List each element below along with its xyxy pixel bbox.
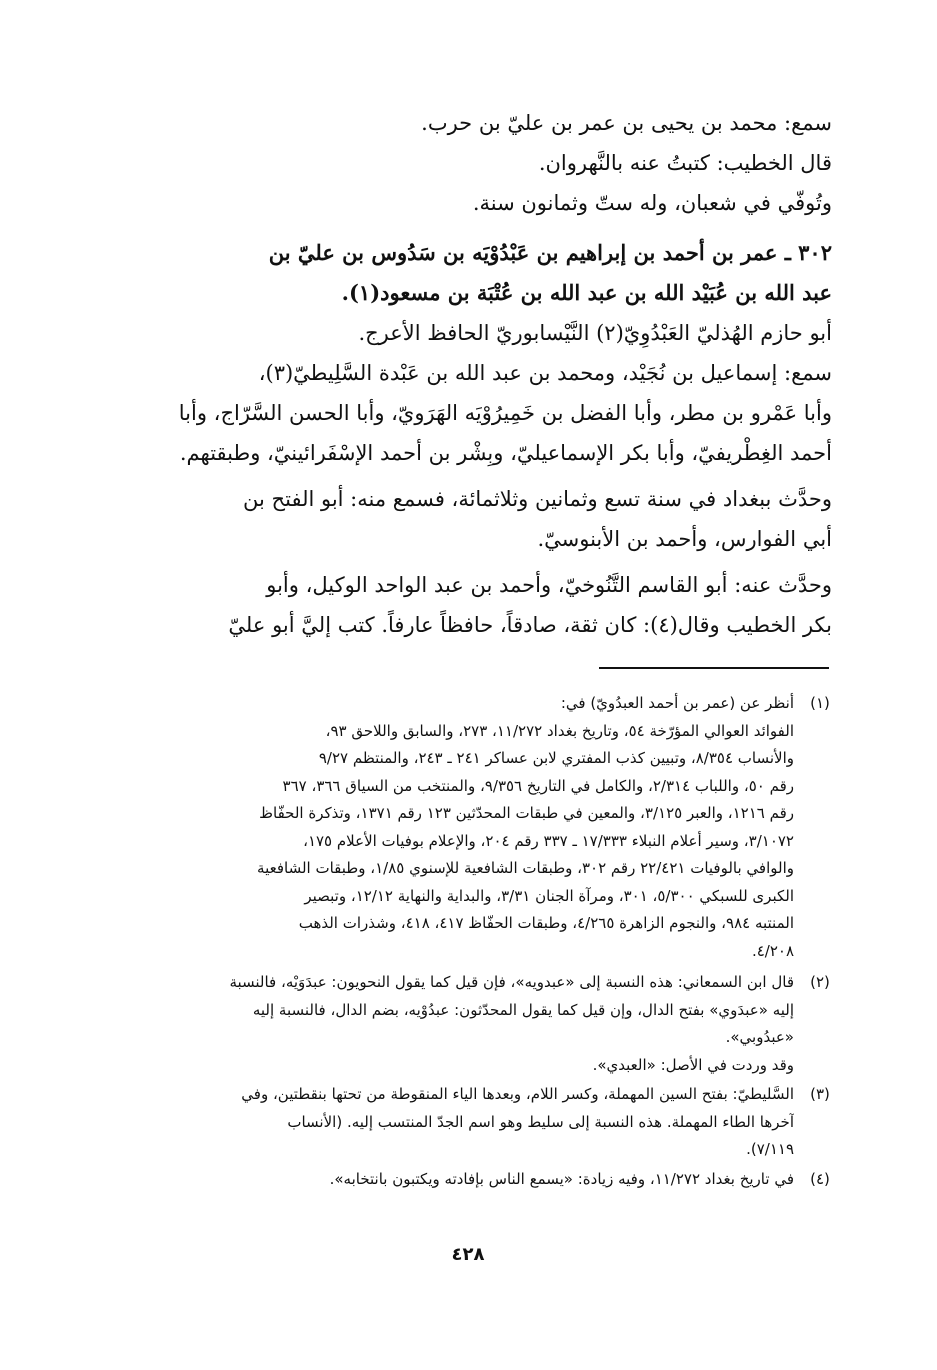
footnote-line: «عبدُوبي». bbox=[725, 1028, 794, 1046]
entry-heading-line: عبد الله بن عُبَيْد الله بن عبد الله بن عُتْبَة بن مسعود(١). bbox=[341, 280, 832, 305]
footnote-line: رقم ٥٠، واللباب ٢/٣١٤، والكامل في التاريخ ٩/٣٥٦، والمنتخب من السياق ٣٦٦، ٣٦٧ bbox=[282, 776, 794, 795]
footnote-line: والأنساب ٨/٣٥٤، وتبيين كذب المفتري لابن عساكر ٢٤١ ـ ٢٤٣، والمنتظم ٩/٢٧ bbox=[318, 749, 794, 767]
text-line: بكر الخطيب وقال(٤): كان ثقة، صادقاً، حافظاً عارفاً. كتب إليَّ أبو عليّ bbox=[228, 613, 832, 637]
footnote-line: قال ابن السمعاني: هذه النسبة إلى «عبدويه»، فإن قيل كما يقول النحويون: عبدَوَيْه، فالنسبة bbox=[229, 973, 794, 991]
footnote-line: رقم ١٢١٦، والعبر ٣/١٢٥، والمعين في طبقات المحدّثين ١٢٣ رقم ١٣٧١، وتذكرة الحفّاظ bbox=[259, 804, 794, 822]
text-line: أبي الفوارس، وأحمد بن الأبنوسيّ. bbox=[537, 527, 832, 551]
footnote-line: إليه «عبدَوي» بفتح الدال، وإن قيل كما يقول المحدّثون: عبدُوْيه، بضم الدال، فالنسبة إليه bbox=[252, 1000, 794, 1019]
footnote-3 bbox=[100, 1081, 838, 1164]
text-line: وحدَّث عنه: أبو القاسم التَّنُوخيّ، وأحمد بن عبد الواحد الوكيل، وأبو bbox=[266, 573, 832, 597]
footnote-line: والوافي بالوفيات ٢٢/٤٢١ رقم ٣٠٢، وطبقات الشافعية للإسنوي ١/٨٥، وطبقات الشافعية bbox=[257, 859, 794, 877]
footnote-line: ٧/١١٩). bbox=[746, 1140, 794, 1158]
footnote-line: الكبرى للسبكي ٥/٣٠٠، ٣٠١، ومرآة الجنان ٣/٣١، والبداية والنهاية ١٢/١٢، وتبصير bbox=[304, 886, 794, 905]
footnote-line: السَّليطيّ: بفتح السين المهملة، وكسر اللام، وبعدها الياء المنقوطة من تحتها بنقطتين، وفي bbox=[241, 1085, 794, 1103]
text-line: قال الخطيب: كتبتُ عنه بالنَّهروان. bbox=[538, 151, 832, 175]
entry-paragraph bbox=[100, 313, 832, 353]
footnote-line: في تاريخ بغداد ١١/٢٧٢، وفيه زيادة: «يسمع الناس بإفادته ويكتبون بانتخابه». bbox=[329, 1169, 794, 1188]
text-line: وأبا عَمْرو بن مطر، وأبا الفضل بن خَمِيرُوْيَه الهَرَويّ، وأبا الحسن السَّرّاج، وأبا bbox=[178, 401, 832, 425]
footnote-divider bbox=[599, 667, 829, 669]
main-text bbox=[100, 103, 832, 645]
footnote-1 bbox=[100, 690, 838, 965]
footnote-line: أنظر عن (عمر بن أحمد العبدُويّ) في: bbox=[560, 694, 794, 712]
footnote-line: الفوائد العوالي المؤرّخة ٥٤، وتاريخ بغداد ١١/٢٧٢، ٢٧٣، والسابق واللاحق ٩٣، bbox=[325, 721, 794, 740]
footnote-line: المنتبه ٩٨٤، والنجوم الزاهرة ٤/٢٦٥، وطبقات الحفّاظ ٤١٧، ٤١٨، وشذرات الذهب bbox=[298, 914, 794, 932]
text-line: وتُوفّي في شعبان، وله ستّ وثمانون سنة. bbox=[472, 191, 832, 215]
footnotes bbox=[100, 690, 838, 1193]
text-line: سمع: محمد بن يحيى بن عمر بن عليّ بن حرب. bbox=[421, 111, 832, 135]
entry-paragraph bbox=[100, 479, 832, 559]
footnote-line: وقد وردت في الأصل: «العبدي». bbox=[592, 1055, 794, 1074]
footnote-number: (٢) bbox=[810, 973, 830, 991]
footnote-line: ٣/١٠٧٢، وسير أعلام النبلاء ١٧/٣٣٣ ـ ٣٣٧ رقم ٢٠٤، والإعلام بوفيات الأعلام ١٧٥، bbox=[303, 831, 794, 850]
biography-entry-302 bbox=[100, 233, 832, 645]
text-line: وحدَّث ببغداد في سنة تسع وثمانين وثلاثمائة، فسمع منه: أبو الفتح بن bbox=[243, 487, 832, 511]
entry-paragraph bbox=[100, 565, 832, 645]
footnote-2 bbox=[100, 969, 838, 1079]
entry-paragraph bbox=[100, 353, 832, 473]
footnote-4 bbox=[100, 1166, 838, 1194]
footnote-line: ٤/٢٠٨. bbox=[751, 941, 794, 960]
entry-heading-line: ٣٠٢ ـ عمر بن أحمد بن إبراهيم بن عَبْدُوْيَه بن سَدُوس بن عليّ بن bbox=[268, 240, 832, 265]
footnote-number: (٤) bbox=[810, 1169, 830, 1188]
text-line: أبو حازم الهُذليّ العَبْدُوِيّ(٢) النَّيْسابوريّ الحافظ الأعرج. bbox=[358, 321, 832, 345]
page-number: ٤٢٨ bbox=[451, 1244, 485, 1265]
footnote-line: آخرها الطاء المهملة. هذه النسبة إلى سليط وهو اسم الجدّ المنتسب إليه. (الأنساب bbox=[287, 1112, 794, 1131]
text-line: سمع: إسماعيل بن نُجَيْد، ومحمد بن عبد الله بن عَبْدة السَّلِيطيّ(٣)، bbox=[258, 361, 832, 385]
footnote-number: (٣) bbox=[810, 1085, 830, 1103]
footnote-number: (١) bbox=[810, 694, 830, 712]
text-line: أحمد الغِطْريفيّ، وأبا بكر الإسماعيليّ، وبِشْر بن أحمد الإسْفَرائينيّ، وطبقتهم. bbox=[179, 441, 832, 465]
